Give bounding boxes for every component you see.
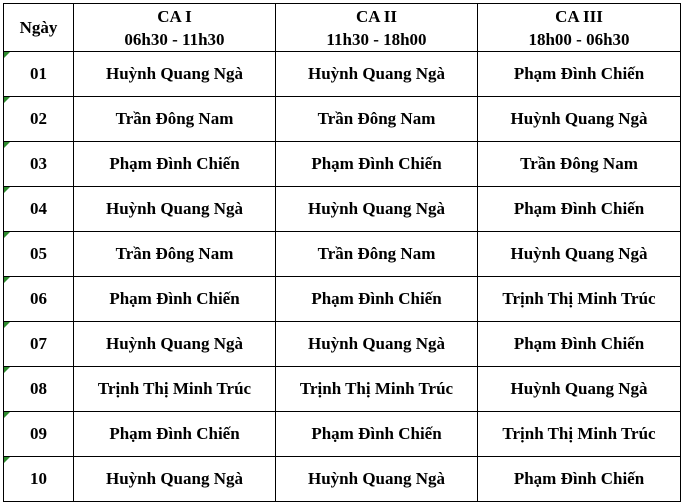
cell-corner-marker <box>4 367 10 373</box>
day-value: 03 <box>30 154 47 173</box>
shift-3-cell: Phạm Đình Chiến <box>478 187 681 232</box>
table-row <box>4 457 681 502</box>
shift-2-cell: Huỳnh Quang Ngà <box>276 322 478 367</box>
shift-1-header <box>74 4 276 52</box>
shift-1-cell: Trần Đông Nam <box>74 232 276 277</box>
cell-corner-marker <box>4 457 10 463</box>
table-header <box>4 4 681 52</box>
shift-1-cell: Phạm Đình Chiến <box>74 277 276 322</box>
shift-2-cell: Huỳnh Quang Ngà <box>276 457 478 502</box>
day-cell <box>4 322 74 367</box>
shift-1-cell: Huỳnh Quang Ngà <box>74 187 276 232</box>
shift-3-cell: Huỳnh Quang Ngà <box>478 232 681 277</box>
day-cell <box>4 277 74 322</box>
shift-3-cell: Trịnh Thị Minh Trúc <box>478 277 681 322</box>
shift-3-name: CA III <box>555 6 603 26</box>
shift-2-time: 11h30 - 18h00 <box>326 29 427 49</box>
table-row <box>4 97 681 142</box>
shift-3-cell: Huỳnh Quang Ngà <box>478 97 681 142</box>
day-value: 08 <box>30 379 47 398</box>
shift-3-time: 18h00 - 06h30 <box>528 29 630 49</box>
day-column-header: Ngày <box>4 4 74 52</box>
shift-3-cell: Phạm Đình Chiến <box>478 322 681 367</box>
table-row <box>4 277 681 322</box>
cell-corner-marker <box>4 322 10 328</box>
shift-1-cell: Huỳnh Quang Ngà <box>74 322 276 367</box>
shift-2-cell: Phạm Đình Chiến <box>276 277 478 322</box>
day-value: 01 <box>30 64 47 83</box>
table-row <box>4 367 681 412</box>
day-cell <box>4 232 74 277</box>
shift-2-header <box>276 4 478 52</box>
shift-1-cell: Trần Đông Nam <box>74 97 276 142</box>
table-body <box>4 52 681 502</box>
table-row <box>4 232 681 277</box>
shift-2-cell: Huỳnh Quang Ngà <box>276 52 478 97</box>
cell-corner-marker <box>4 52 10 58</box>
cell-corner-marker <box>4 187 10 193</box>
shift-roster-table <box>3 3 681 502</box>
table-row <box>4 412 681 457</box>
shift-2-cell: Trần Đông Nam <box>276 232 478 277</box>
cell-corner-marker <box>4 97 10 103</box>
day-cell <box>4 457 74 502</box>
shift-2-cell: Trịnh Thị Minh Trúc <box>276 367 478 412</box>
shift-2-cell: Phạm Đình Chiến <box>276 142 478 187</box>
day-value: 10 <box>30 469 47 488</box>
cell-corner-marker <box>4 412 10 418</box>
day-value: 06 <box>30 289 47 308</box>
table-row <box>4 187 681 232</box>
shift-2-cell: Trần Đông Nam <box>276 97 478 142</box>
cell-corner-marker <box>4 232 10 238</box>
shift-1-time: 06h30 - 11h30 <box>124 29 225 49</box>
day-cell <box>4 142 74 187</box>
day-value: 09 <box>30 424 47 443</box>
shift-3-cell: Trịnh Thị Minh Trúc <box>478 412 681 457</box>
day-cell <box>4 97 74 142</box>
header-row <box>4 4 681 52</box>
shift-2-name: CA II <box>355 6 398 26</box>
cell-corner-marker <box>4 277 10 283</box>
shift-2-cell: Huỳnh Quang Ngà <box>276 187 478 232</box>
table-row <box>4 322 681 367</box>
day-cell <box>4 187 74 232</box>
cell-corner-marker <box>4 142 10 148</box>
shift-3-cell: Huỳnh Quang Ngà <box>478 367 681 412</box>
day-value: 02 <box>30 109 47 128</box>
table-row <box>4 52 681 97</box>
shift-1-cell: Phạm Đình Chiến <box>74 142 276 187</box>
day-value: 05 <box>30 244 47 263</box>
shift-1-cell: Huỳnh Quang Ngà <box>74 52 276 97</box>
shift-1-cell: Trịnh Thị Minh Trúc <box>74 367 276 412</box>
shift-1-cell: Huỳnh Quang Ngà <box>74 457 276 502</box>
shift-3-cell: Phạm Đình Chiến <box>478 52 681 97</box>
day-value: 04 <box>30 199 47 218</box>
shift-3-header <box>478 4 681 52</box>
day-cell <box>4 367 74 412</box>
shift-1-cell: Phạm Đình Chiến <box>74 412 276 457</box>
table-row <box>4 142 681 187</box>
day-cell <box>4 412 74 457</box>
day-value: 07 <box>30 334 47 353</box>
shift-1-name: CA I <box>157 6 192 26</box>
shift-2-cell: Phạm Đình Chiến <box>276 412 478 457</box>
shift-3-cell: Phạm Đình Chiến <box>478 457 681 502</box>
day-cell <box>4 52 74 97</box>
shift-3-cell: Trần Đông Nam <box>478 142 681 187</box>
